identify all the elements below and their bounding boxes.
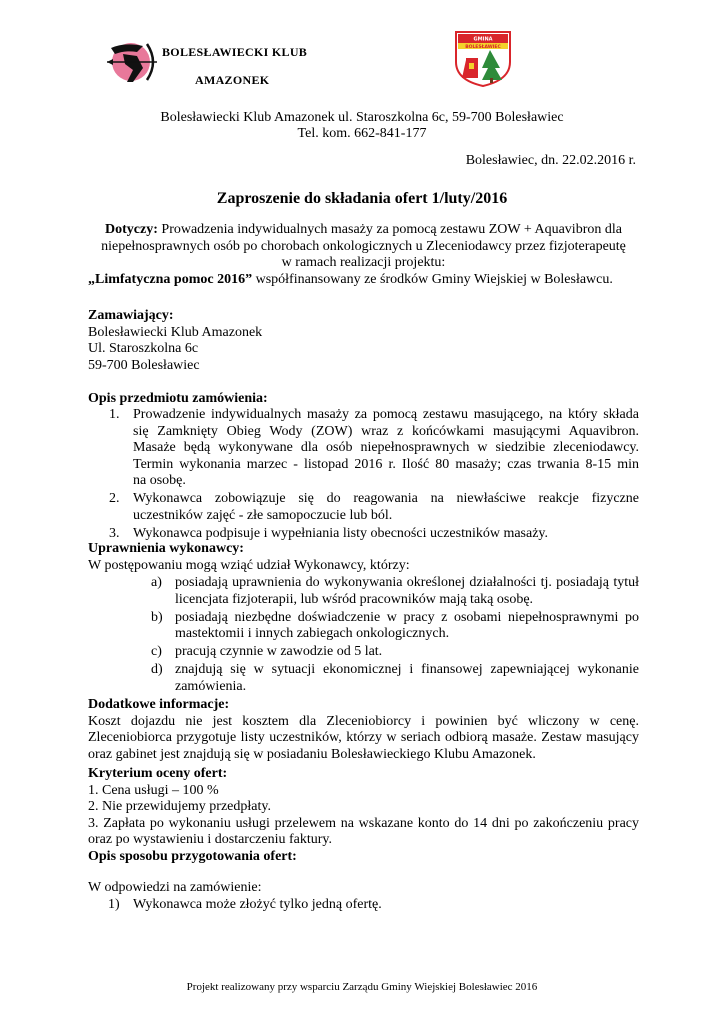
qualifications-intro: W postępowaniu mogą wziąć udział Wykonawcy, którzy: [88,557,410,573]
preparation-item-number: 1) [108,897,120,912]
qualification-item-line: pracują czynnie w zawodzie od 5 lat. [175,644,383,659]
description-item-line: na osobę. [133,473,186,488]
description-item-number: 1. [109,407,120,422]
additional-line-1: Koszt dojazdu nie jest kosztem dla Zleceniobiorcy i powinien być wliczony w cenę. [88,713,639,729]
project-name: „Limfatyczna pomoc 2016” [88,272,253,287]
ordering-line-2: Ul. Staroszkolna 6c [88,341,199,356]
club-logo-archer-icon [103,38,163,86]
preparation-item [108,897,639,914]
description-item-line: Wykonawca podpisuje i wypełniania listy obecności uczestników masaży. [133,525,549,541]
qualifications-heading: Uprawnienia wykonawcy: [88,541,244,556]
club-name-line1: BOLESŁAWIECKI KLUB [162,45,308,59]
criteria-line-2: 2. Nie przewidujemy przedpłaty. [88,799,271,814]
footer-note: Projekt realizowany przy wsparciu Zarządu Gminy Wiejskiej Bolesławiec 2016 [186,981,538,993]
subject-section [88,222,639,272]
description-item-line: Prowadzenie indywidualnych masaży za pomocą zestawu masującego, na który składa [133,407,639,422]
additional-heading: Dodatkowe informacje: [88,697,230,712]
qualification-item-number: a) [151,575,162,590]
description-item-line: Wykonawca zobowiązuje się do reagowania na niewłaściwe reakcje fizyczne [133,491,639,506]
gmina-crest-icon [452,28,514,88]
description-item [109,407,639,490]
subject-text-1: Prowadzenia indywidualnych masaży za pomocą zestawu ZOW + Aquavibron dla [157,222,622,237]
qualification-item [151,644,639,661]
project-rest: współfinansowany ze środków Gminy Wiejskiej w Bolesławcu. [252,272,613,287]
additional-line-2: Zleceniobiorca przygotuje listy uczestników, którzy w seriach odbiorą masaże. Zestaw masujący [88,730,639,745]
preparation-intro: W odpowiedzi na zamówienie: [88,880,262,895]
qualification-item [151,575,639,608]
additional-line-3: oraz gabinet jest znajdują się w posiadaniu Bolesławieckiego Klubu Amazonek. [88,746,536,762]
criteria-heading: Kryterium oceny ofert: [88,766,228,781]
description-item [109,491,639,524]
description-item-line: Termin wykonania marzec - listopad 2016 r. Ilość 80 masaży; czas trwania 8-15 min [133,456,639,472]
preparation-section [88,849,639,866]
qualification-item-number: c) [151,644,162,659]
description-item-line: się Zamknięty Obieg Wody (ZOW) wraz z końcówkami masującymi Aquavibron. [133,423,639,439]
project-line [88,272,639,289]
description-list [109,407,639,544]
description-item-number: 3. [109,525,120,541]
ordering-section [88,308,639,374]
qualifications-section [88,541,639,574]
description-item-number: 2. [109,491,120,506]
subject-label: Dotyczy: [105,222,158,237]
qualification-item-line: mastektomii i innych zabiegach onkologicznych. [175,626,450,641]
phone-line: Tel. kom. 662-841-177 [297,126,427,141]
description-item [109,525,639,543]
description-section [88,391,639,408]
qualification-item-line: zamówienia. [175,678,247,694]
club-name-line2: AMAZONEK [195,73,270,87]
subject-text-3: w ramach realizacji projektu: [281,255,446,270]
criteria-line-1: 1. Cena usługi – 100 % [88,782,219,798]
club-name [162,38,307,94]
criteria-line-4: oraz po wystawieniu i dostarczeniu faktury. [88,832,333,847]
qualification-item-line: licencjata fizjoterapii, lub wśród pracowników mają taką osobę. [175,591,534,607]
description-item-line: Masaże będą wykonywane dla osób niepełnosprawnych w siedzibie zleceniodawcy. [133,440,639,455]
subject-text-2: niepełnosprawnych osób po chorobach onkologicznych u Zleceniodawcy przez fizjoterapeutę [101,238,626,254]
document-date: Bolesławiec, dn. 22.02.2016 r. [465,153,636,168]
qualification-item-line: posiadają niezbędne doświadczenie w pracy z osobami niepełnosprawnymi po [175,609,639,625]
document-title: Zaproszenie do składania ofert 1/luty/2016 [216,190,508,207]
description-item-line: uczestników zajęć - złe samopoczucie lub ból. [133,507,393,523]
address-line: Bolesławiecki Klub Amazonek ul. Staroszkolna 6c, 59-700 Bolesławiec [160,110,564,125]
preparation-item-text: Wykonawca może złożyć tylko jedną ofertę. [133,897,382,912]
qualifications-list [151,575,639,697]
additional-section [88,697,639,763]
svg-text:GMINA: GMINA [473,36,493,43]
svg-text:BOLESŁAWIEC: BOLESŁAWIEC [465,45,501,50]
ordering-line-1: Bolesławiecki Klub Amazonek [88,324,263,340]
qualification-item [151,609,639,643]
qualification-item-number: b) [151,609,163,625]
qualification-item-number: d) [151,662,163,677]
preparation-heading: Opis sposobu przygotowania ofert: [88,849,297,864]
qualification-item-line: znajdują się w sytuacji ekonomicznej i finansowej zapewniającej wykonanie [175,662,639,677]
qualification-item [151,662,639,695]
qualification-item-line: posiadają uprawnienia do wykonywania określonej działalności tj. posiadają tytuł [175,575,639,590]
ordering-heading: Zamawiający: [88,308,174,323]
description-heading: Opis przedmiotu zamówienia: [88,391,268,406]
ordering-line-3: 59-700 Bolesławiec [88,357,200,373]
criteria-line-3: 3. Zapłata po wykonaniu usługi przelewem na wskazane konto do 14 dni po zakończeniu pracy [88,815,639,831]
criteria-section [88,766,639,849]
